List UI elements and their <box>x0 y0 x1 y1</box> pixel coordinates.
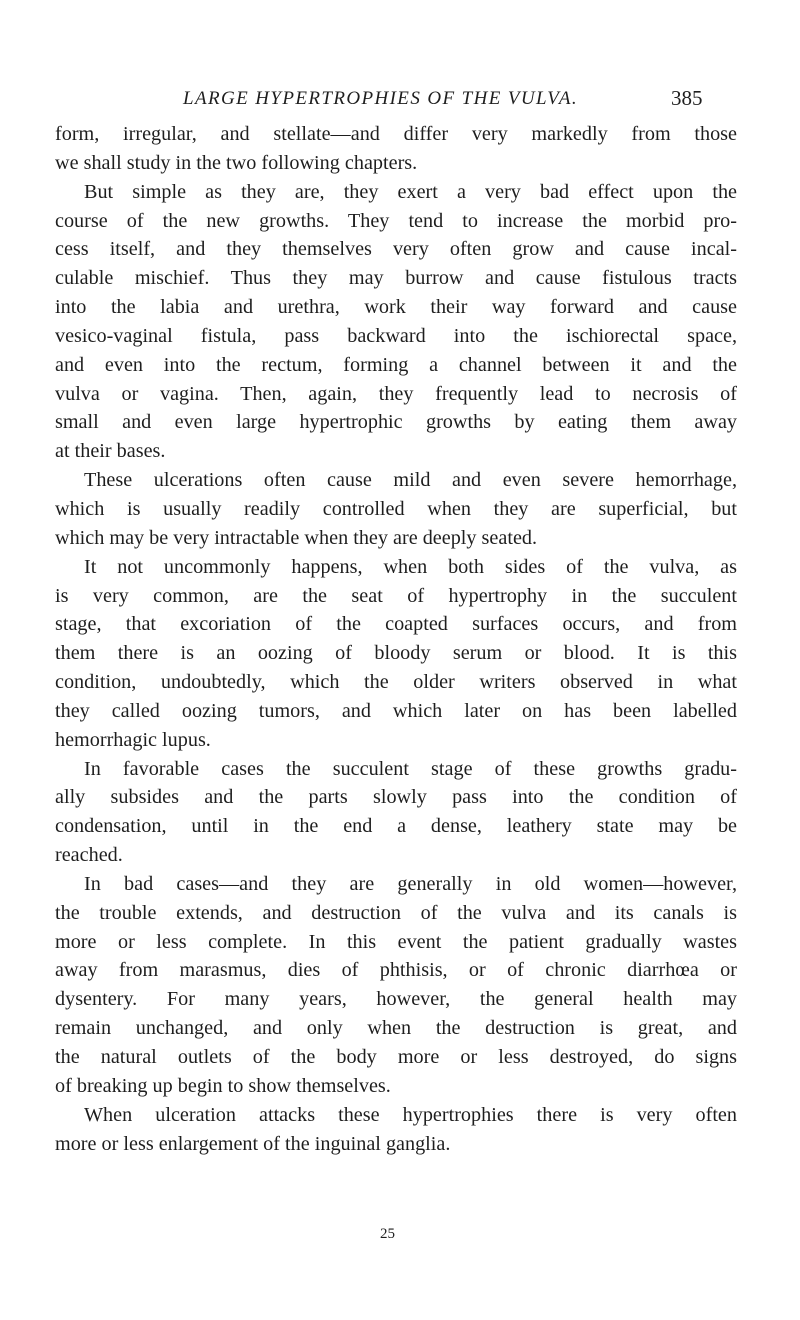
text-line: These ulcerations often cause mild and even severe hemorrhage, <box>84 469 737 492</box>
running-head: LARGE HYPERTROPHIES OF THE VULVA. <box>183 88 579 109</box>
text-line: vesico-vaginal fistula, pass backward into the ischiorectal space, <box>55 324 737 347</box>
text-line: condensation, until in the end a dense, leathery state may be <box>55 815 737 838</box>
text-line: stage, that excoriation of the coapted surfaces occurs, and from <box>55 613 737 636</box>
text-line: the natural outlets of the body more or less destroyed, do signs <box>55 1046 737 1068</box>
text-line: hemorrhagic lupus. <box>55 728 211 751</box>
text-line: form, irregular, and stellate—and differ very markedly from those <box>55 123 737 145</box>
text-line: into the labia and urethra, work their way forward and cause <box>55 296 737 319</box>
text-line: more or less complete. In this event the patient gradually wastes <box>55 930 737 953</box>
text-line: which may be very intractable when they are deeply seated. <box>55 526 538 549</box>
text-line: condition, undoubtedly, which the older writers observed in what <box>55 671 737 694</box>
text-line: of breaking up begin to show themselves. <box>55 1074 391 1097</box>
text-line: remain unchanged, and only when the destruction is great, and <box>55 1017 737 1040</box>
text-line: reached. <box>55 844 123 867</box>
text-line: they called oozing tumors, and which later on has been labelled <box>55 699 737 722</box>
text-line: away from marasmus, dies of phthisis, or of chronic diarrhœa or <box>55 959 737 982</box>
text-line: more or less enlargement of the inguinal ganglia. <box>55 1132 451 1155</box>
text-line: at their bases. <box>55 440 166 463</box>
text-line: In favorable cases the succulent stage of these growths gradu- <box>84 757 737 780</box>
signature-mark: 25 <box>380 1226 395 1242</box>
text-line: is very common, are the seat of hypertrophy in the succulent <box>55 584 737 607</box>
text-line: them there is an oozing of bloody serum or blood. It is this <box>55 642 737 665</box>
text-line: course of the new growths. They tend to increase the morbid pro- <box>55 209 737 232</box>
text-line: which is usually readily controlled when they are superficial, but <box>55 497 737 520</box>
text-line: It not uncommonly happens, when both sides of the vulva, as <box>84 555 737 578</box>
text-line: But simple as they are, they exert a very bad effect upon the <box>84 180 737 203</box>
text-line: and even into the rectum, forming a channel between it and the <box>55 353 737 376</box>
body-text <box>55 120 737 1158</box>
text-line: small and even large hypertrophic growths by eating them away <box>55 411 737 434</box>
page-number: 385 <box>671 86 703 110</box>
text-line: culable mischief. Thus they may burrow and cause fistulous tracts <box>55 267 737 290</box>
text-line: we shall study in the two following chapters. <box>55 151 418 174</box>
text-line: When ulceration attacks these hypertrophies there is very often <box>84 1103 737 1126</box>
text-line: ally subsides and the parts slowly pass into the condition of <box>55 786 737 809</box>
text-line: dysentery. For many years, however, the general health may <box>55 988 737 1011</box>
text-line: vulva or vagina. Then, again, they frequently lead to necrosis of <box>55 382 737 405</box>
text-line: the trouble extends, and destruction of the vulva and its canals is <box>55 901 737 924</box>
text-line: In bad cases—and they are generally in old women—however, <box>84 872 737 895</box>
text-line: cess itself, and they themselves very often grow and cause incal- <box>55 238 737 261</box>
